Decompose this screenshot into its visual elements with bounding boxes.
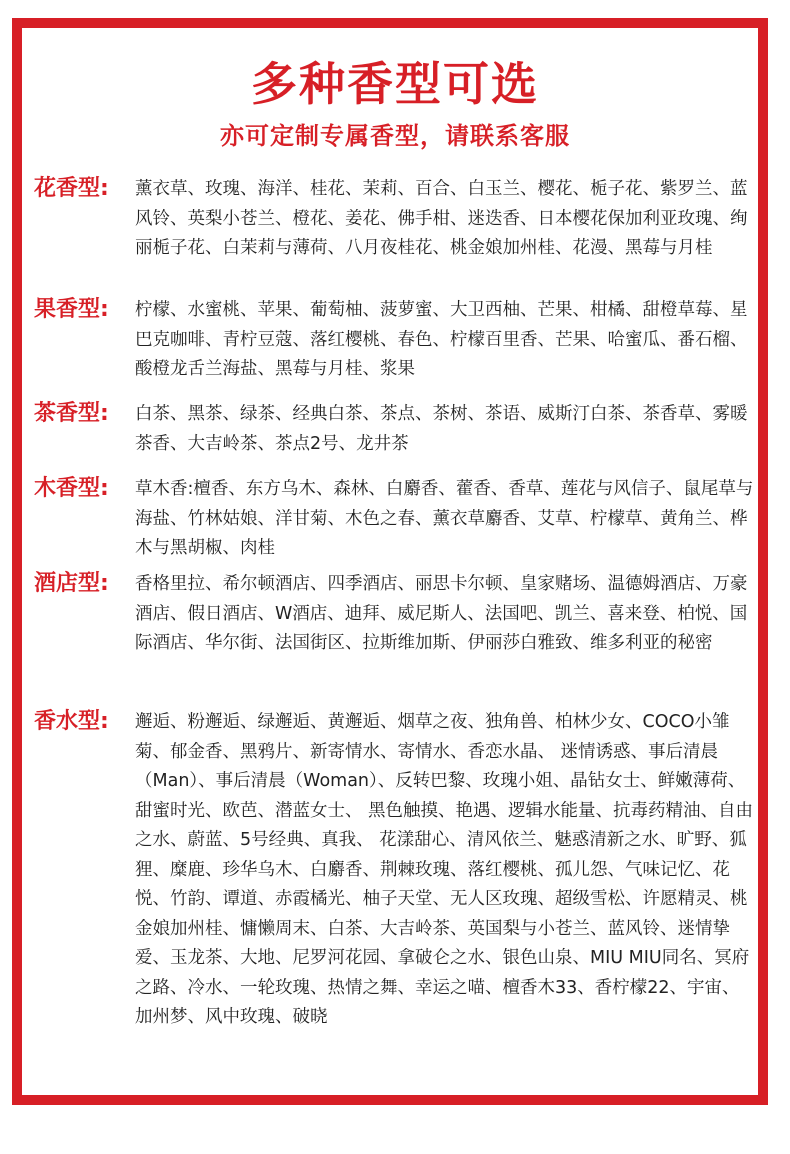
section-label: 花香型: xyxy=(34,176,109,201)
section-text: 薰衣草、玫瑰、海洋、桂花、茉莉、百合、白玉兰、樱花、栀子花、紫罗兰、蓝风铃、英梨小苍兰、橙花、姜花、佛手柑、迷迭香、日本樱花保加利亚玫瑰、绚丽栀子花、白茉莉与薄荷、八月夜桂花、桃金娘加州桂、花漫、黑莓与月桂 xyxy=(135,179,748,258)
section-text: 柠檬、水蜜桃、苹果、葡萄柚、菠萝蜜、大卫西柚、芒果、柑橘、甜橙草莓、星巴克咖啡、青柠豆蔻、落红樱桃、春色、柠檬百里香、芒果、哈蜜瓜、番石榴、酸橙龙舌兰海盐、黑莓与月桂、浆果 xyxy=(135,300,748,379)
page-subtitle: 亦可定制专属香型，请联系客服 xyxy=(220,122,570,150)
section-label: 香水型: xyxy=(34,709,109,734)
section-text: 邂逅、粉邂逅、绿邂逅、黄邂逅、烟草之夜、独角兽、柏林少女、COCO小雏菊、郁金香、黑鸦片、新寄情水、寄情水、香恋水晶、 迷情诱惑、事后清晨（Man）、事后清晨（Woman）、反转巴黎、玫瑰小姐、晶钻女士、鲜嫩薄荷、甜蜜时光、欧芭、潜蓝女士、 黑色触摸、艳遇、逻辑水能量、抗毒药精油、自由之水、蔚蓝、5号经典、真我、 花漾甜心、清风依兰、魅惑清新之水、旷野、狐狸、糜鹿、珍华乌木、白麝香、荆棘玫瑰、落红樱桃、孤儿怨、气味记忆、花悦、竹韵、谭道、赤霞橘光、柚子天堂、无人区玫瑰、超级雪松、许愿精灵、桃金娘加州桂、慵懒周末、白茶、大吉岭茶、英国梨与小苍兰、蓝风铃、迷情挚爱、玉龙茶、大地、尼罗河花园、拿破仑之水、银色山泉、MIU MIU同名、冥府之路、冷水、一轮玫瑰、热情之舞、幸运之喵、檀香木33、香柠檬22、宇宙、加州梦、风中玫瑰、破晓 xyxy=(135,712,754,1027)
section-text: 草木香:檀香、东方乌木、森林、白麝香、藿香、香草、莲花与风信子、鼠尾草与海盐、竹林姑娘、洋甘菊、木色之春、薰衣草麝香、艾草、柠檬草、黄角兰、桦木与黑胡椒、肉桂 xyxy=(135,479,754,558)
page-title: 多种香型可选 xyxy=(251,57,539,111)
section-label: 酒店型: xyxy=(34,571,109,596)
section-text: 香格里拉、希尔顿酒店、四季酒店、丽思卡尔顿、皇家赌场、温德姆酒店、万豪酒店、假日酒店、W酒店、迪拜、威尼斯人、法国吧、凯兰、喜来登、柏悦、国际酒店、华尔街、法国街区、拉斯维加斯、伊丽莎白雅致、维多利亚的秘密 xyxy=(135,574,748,653)
section-label: 木香型: xyxy=(34,476,109,501)
section-text: 白茶、黑茶、绿茶、经典白茶、茶点、茶树、茶语、威斯汀白茶、茶香草、雾暖茶香、大吉岭茶、茶点2号、龙井茶 xyxy=(135,404,748,454)
section-label: 果香型: xyxy=(34,297,109,322)
section-label: 茶香型: xyxy=(34,401,109,426)
